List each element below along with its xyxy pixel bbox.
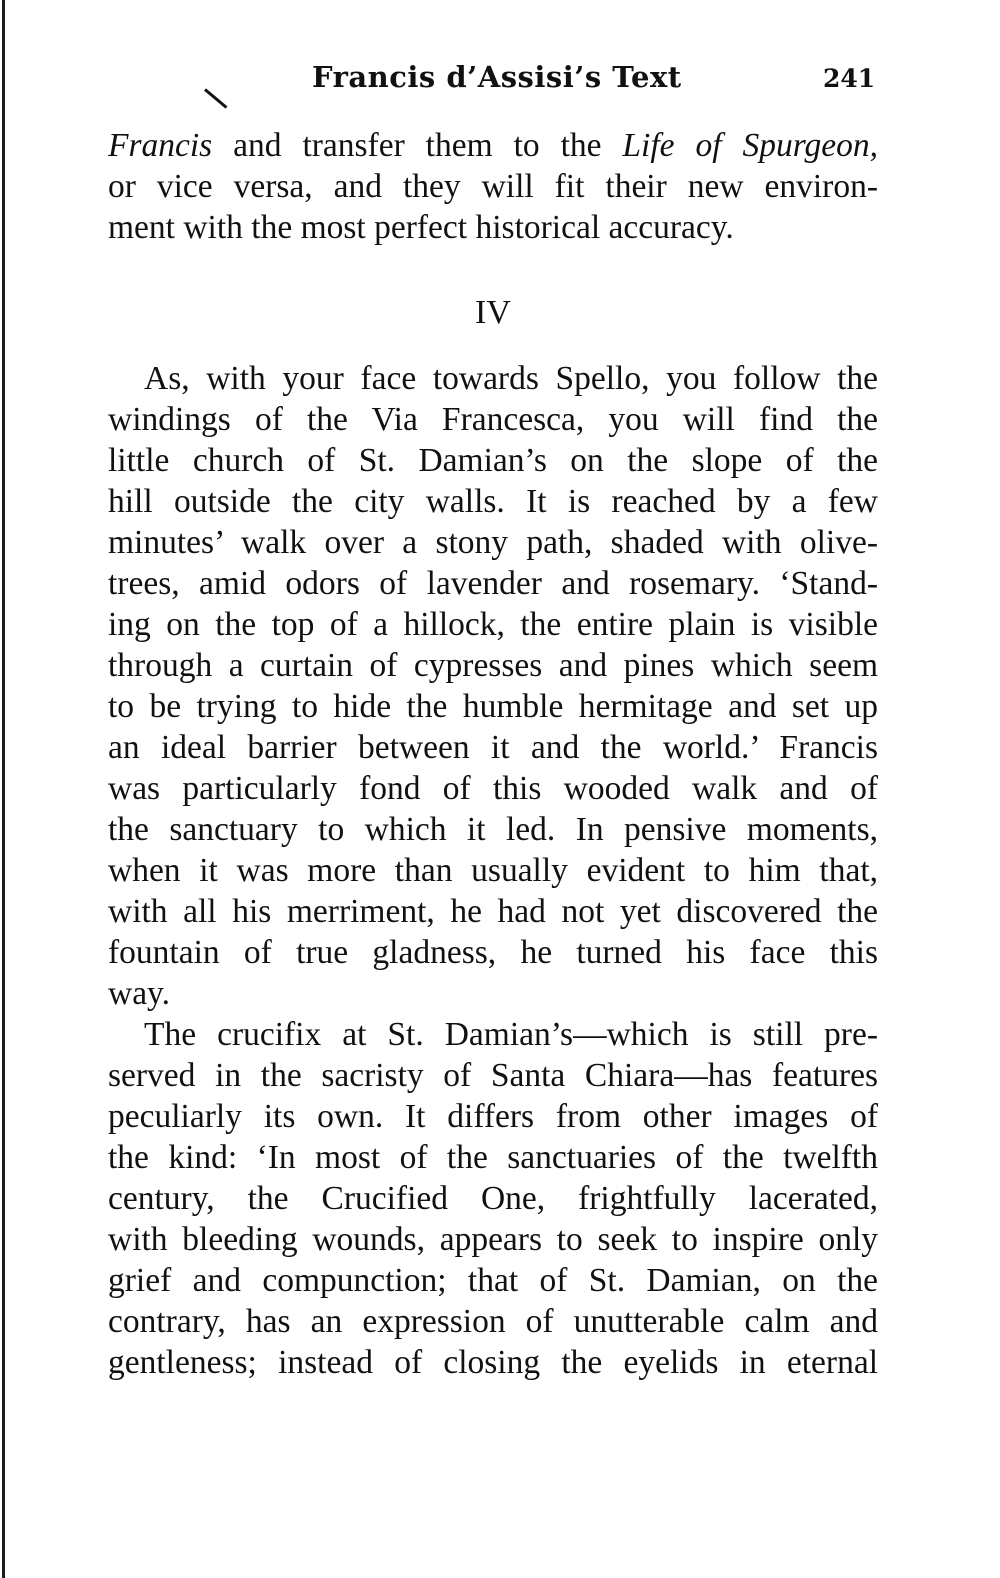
text-line: to be trying to hide the humble hermitage and set up — [108, 688, 878, 725]
text-line: contrary, has an expression of unutterable calm and — [108, 1303, 878, 1340]
page-binding-edge — [2, 0, 5, 1578]
text-line: As, with your face towards Spello, you follow the — [144, 360, 878, 397]
text-line: gentleness; instead of closing the eyelids in eternal — [108, 1344, 878, 1381]
text-line: when it was more than usually evident to him that, — [108, 852, 878, 889]
text-line: served in the sacristy of Santa Chiara—has features — [108, 1057, 878, 1094]
text-line: was particularly fond of this wooded walk and of — [108, 770, 878, 807]
text-line: minutes’ walk over a stony path, shaded with olive- — [108, 524, 878, 561]
text-line: with all his merriment, he had not yet discovered the — [108, 893, 878, 930]
page-number: 241 — [823, 64, 876, 93]
text-line — [108, 125, 878, 166]
italic-title: Life of Spurgeon, — [622, 127, 878, 164]
ink-mark — [204, 88, 227, 108]
text-line: way. — [108, 975, 171, 1012]
running-title: Francis d’Assisi’s Text — [312, 60, 682, 94]
text-line: the sanctuary to which it led. In pensive moments, — [108, 811, 878, 848]
text-line: an ideal barrier between it and the world.’ Francis — [108, 729, 878, 766]
text-line: or vice versa, and they will fit their new environ- — [108, 168, 878, 205]
paragraph-spello — [108, 358, 878, 1014]
text-line: grief and compunction; that of St. Damian, on the — [108, 1262, 878, 1299]
text-line: with bleeding wounds, appears to seek to inspire only — [108, 1221, 878, 1258]
text-line: little church of St. Damian’s on the slope of the — [108, 442, 878, 479]
text-line: peculiarly its own. It differs from other images of — [108, 1098, 878, 1135]
section-numeral: IV — [475, 294, 511, 331]
text-line: fountain of true gladness, he turned his face this — [108, 934, 878, 971]
opening-paragraph — [108, 125, 878, 248]
text-line: hill outside the city walls. It is reached by a few — [108, 483, 878, 520]
text-line: century, the Crucified One, frightfully lacerated, — [108, 1180, 878, 1217]
paragraph-crucifix — [108, 1014, 878, 1383]
text-line: the kind: ‘In most of the sanctuaries of the twelfth — [108, 1139, 878, 1176]
text-line: ing on the top of a hillock, the entire plain is visible — [108, 606, 878, 643]
text-line: The crucifix at St. Damian’s—which is still pre- — [144, 1016, 878, 1053]
text-line: through a curtain of cypresses and pines which seem — [108, 647, 878, 684]
text-line: trees, amid odors of lavender and rosemary. ‘Stand- — [108, 565, 878, 602]
italic-title: Francis — [108, 127, 213, 164]
text-span: and transfer them to the — [212, 127, 623, 164]
text-line: ment with the most perfect historical accuracy. — [108, 209, 734, 246]
text-line: windings of the Via Francesca, you will find the — [108, 401, 878, 438]
body-text — [108, 125, 878, 1383]
